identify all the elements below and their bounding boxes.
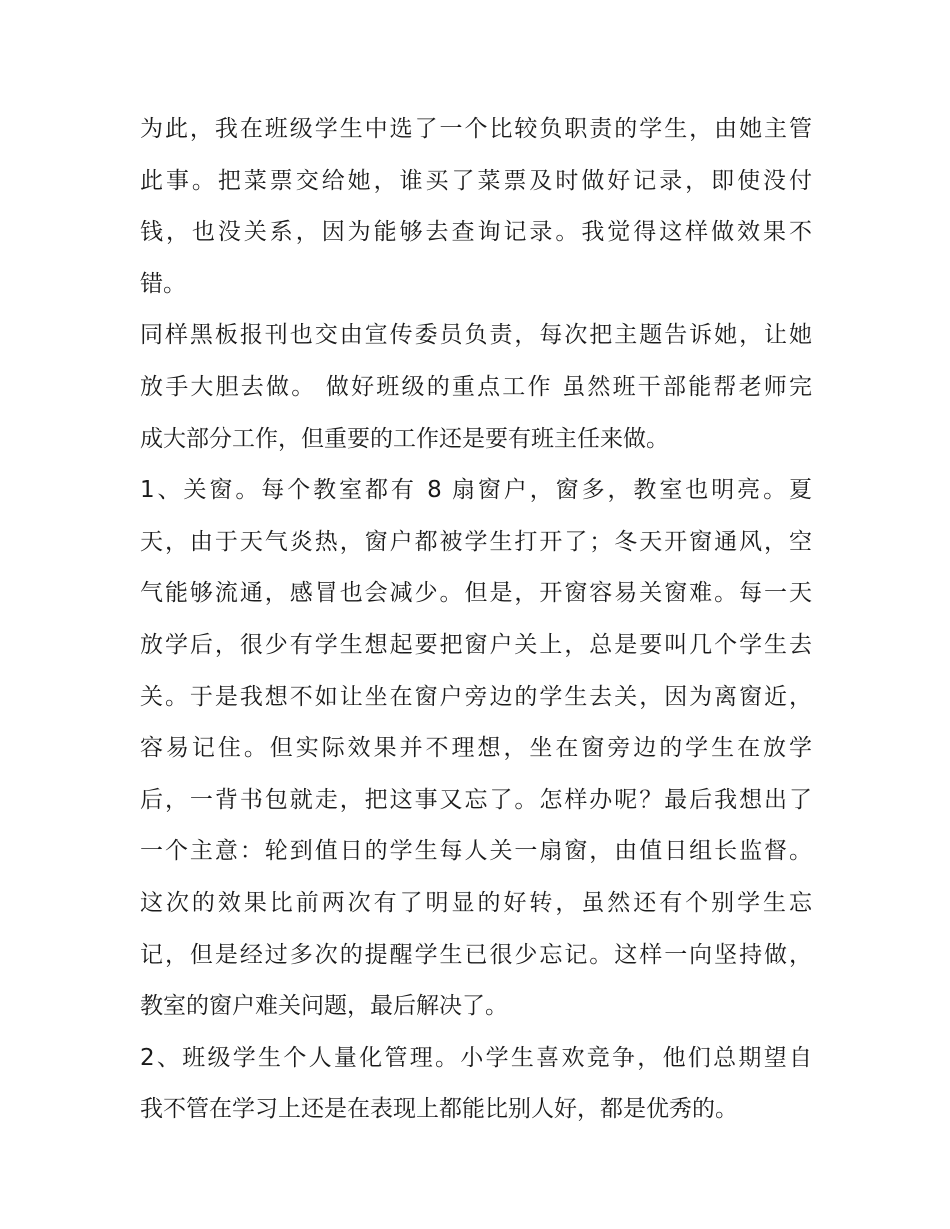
text-line: 关。于是我想不如让坐在窗户旁边的学生去关，因为离窗近， bbox=[140, 683, 812, 710]
text-line: 天，由于天气炎热，窗户都被学生打开了；冬天开窗通风，空 bbox=[140, 528, 812, 555]
text-line: 错。 bbox=[140, 270, 186, 297]
text-line: 我不管在学习上还是在表现上都能比别人好，都是优秀的。 bbox=[140, 1096, 738, 1123]
text-line: 成大部分工作，但重要的工作还是要有班主任来做。 bbox=[140, 425, 669, 452]
document-body bbox=[140, 104, 812, 1136]
text-line: 放手大胆去做。 做好班级的重点工作 虽然班干部能帮老师完 bbox=[140, 373, 812, 400]
text-line: 此事。把菜票交给她，谁买了菜票及时做好记录，即使没付 bbox=[140, 167, 812, 194]
text-line: 后，一背书包就走，把这事又忘了。怎样办呢？最后我想出了 bbox=[140, 786, 812, 813]
text-line: 气能够流通，感冒也会减少。但是，开窗容易关窗难。每一天 bbox=[140, 580, 812, 607]
text-line: 放学后，很少有学生想起要把窗户关上，总是要叫几个学生去 bbox=[140, 631, 812, 658]
text-line: 这次的效果比前两次有了明显的好转，虽然还有个别学生忘 bbox=[140, 889, 812, 916]
text-line: 2、班级学生个人量化管理。小学生喜欢竞争，他们总期望自 bbox=[140, 1044, 812, 1071]
text-line: 钱，也没关系，因为能够去查询记录。我觉得这样做效果不 bbox=[140, 219, 812, 246]
text-line: 1、关窗。每个教室都有 8 扇窗户，窗多，教室也明亮。夏 bbox=[140, 477, 812, 504]
text-line: 一个主意：轮到值日的学生每人关一扇窗，由值日组长监督。 bbox=[140, 838, 812, 865]
text-line: 记，但是经过多次的提醒学生已很少忘记。这样一向坚持做， bbox=[140, 941, 812, 968]
text-line: 教室的窗户难关问题，最后解决了。 bbox=[140, 993, 508, 1020]
text-line: 容易记住。但实际效果并不理想，坐在窗旁边的学生在放学 bbox=[140, 735, 812, 762]
text-line: 为此，我在班级学生中选了一个比较负职责的学生，由她主管 bbox=[140, 116, 812, 142]
text-line: 同样黑板报刊也交由宣传委员负责，每次把主题告诉她，让她 bbox=[140, 322, 812, 349]
